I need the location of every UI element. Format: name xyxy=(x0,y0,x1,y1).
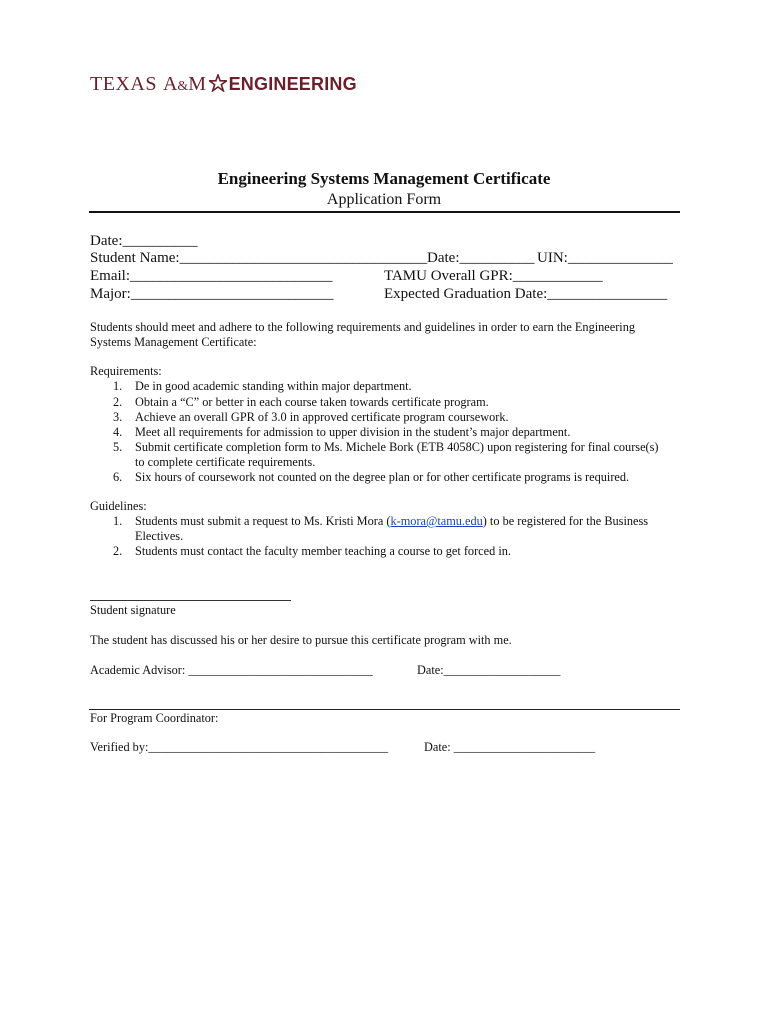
texas-am-engineering-logo xyxy=(90,72,357,98)
list-item-number: 4. xyxy=(113,425,123,439)
list-item-number: 1. xyxy=(113,514,123,528)
email-field[interactable]: Email:___________________________ xyxy=(90,268,333,284)
guideline-item-1-continued: Electives. xyxy=(135,529,184,543)
list-item-number: 2. xyxy=(113,544,123,558)
date-field-2[interactable]: Date:__________ xyxy=(427,250,535,266)
student-signature-label: Student signature xyxy=(90,603,176,617)
star-icon xyxy=(209,74,227,92)
student-name-field[interactable]: Student Name:_________________________________ xyxy=(90,250,428,266)
graduation-date-field[interactable]: Expected Graduation Date:________________ xyxy=(384,286,668,302)
guidelines-heading: Guidelines: xyxy=(90,499,147,513)
requirement-item-4: Meet all requirements for admission to upper division in the student’s major department. xyxy=(135,425,571,439)
list-item-number: 2. xyxy=(113,395,123,409)
logo-texas-text: TEXAS xyxy=(90,73,157,95)
intro-line-2: Systems Management Certificate: xyxy=(90,335,257,349)
list-item-number: 3. xyxy=(113,410,123,424)
email-link[interactable]: k-mora@tamu.edu xyxy=(390,514,483,528)
header-divider xyxy=(89,211,680,213)
date-field[interactable]: Date:__________ xyxy=(90,233,198,249)
requirement-item-3: Achieve an overall GPR of 3.0 in approved certificate program coursework. xyxy=(135,410,509,424)
advisor-statement: The student has discussed his or her desire to pursue this certificate program with me. xyxy=(90,633,512,647)
coordinator-label: For Program Coordinator: xyxy=(90,711,219,725)
logo-m-text: M xyxy=(188,73,207,95)
intro-line-1: Students should meet and adhere to the following requirements and guidelines in order to earn the Engineering xyxy=(90,320,636,334)
logo-engineering-text: ENGINEERING xyxy=(228,74,357,94)
requirement-item-2: Obtain a “C” or better in each course taken towards certificate program. xyxy=(135,395,489,409)
guideline-1-text: Students must submit a request to Ms. Kristi Mora ( xyxy=(135,514,391,528)
verified-by-field[interactable]: Verified by:_______________________________________ xyxy=(90,740,389,754)
requirement-item-5: Submit certificate completion form to Ms. Michele Bork (ETB 4058C) upon registering for final course(s) xyxy=(135,440,659,454)
guideline-1-text-end: ) to be registered for the Business xyxy=(482,514,649,528)
coordinator-divider xyxy=(89,709,680,710)
gpr-field[interactable]: TAMU Overall GPR:____________ xyxy=(384,268,603,284)
document-title: Engineering Systems Management Certificate xyxy=(217,169,551,188)
requirement-item-5-continued: to complete certificate requirements. xyxy=(135,455,316,469)
academic-advisor-field[interactable]: Academic Advisor: ______________________________ xyxy=(90,663,373,677)
requirements-heading: Requirements: xyxy=(90,364,162,378)
major-field[interactable]: Major:___________________________ xyxy=(90,286,334,302)
coordinator-date-field[interactable]: Date: _______________________ xyxy=(424,740,596,754)
uin-field[interactable]: UIN:______________ xyxy=(537,250,673,266)
guideline-item-1 xyxy=(135,514,648,529)
list-item-number: 6. xyxy=(113,470,123,484)
document-subtitle: Application Form xyxy=(326,191,442,208)
list-item-number: 5. xyxy=(113,440,123,454)
logo-a-text: A xyxy=(162,73,178,95)
requirement-item-6: Six hours of coursework not counted on the degree plan or for other certificate programs is required. xyxy=(135,470,630,484)
guideline-item-2: Students must contact the faculty member teaching a course to get forced in. xyxy=(135,544,511,558)
logo-ampersand-text: & xyxy=(177,79,189,94)
list-item-number: 1. xyxy=(113,379,123,393)
signature-line[interactable] xyxy=(90,600,291,601)
requirement-item-1: De in good academic standing within major department. xyxy=(135,379,412,393)
advisor-date-field[interactable]: Date:___________________ xyxy=(417,663,561,677)
